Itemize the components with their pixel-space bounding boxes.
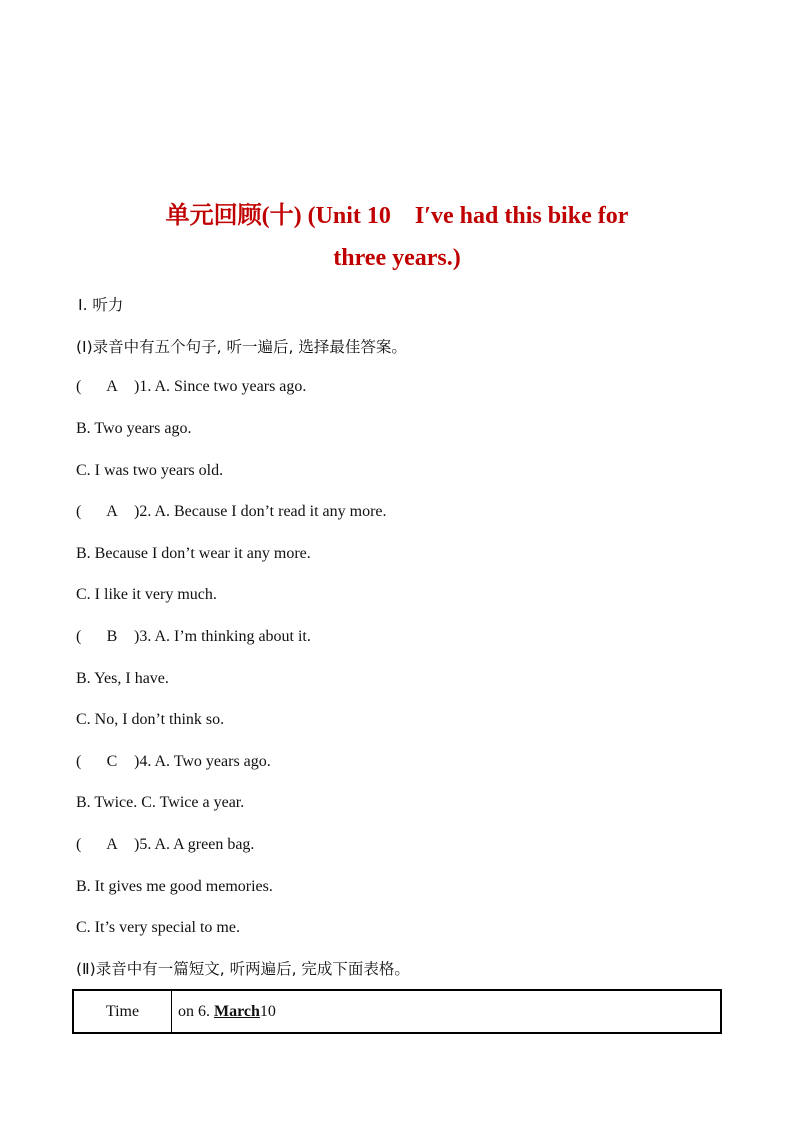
- question-5-stem: )5. A. A green bag.: [134, 836, 255, 853]
- answer-1: A: [106, 378, 118, 395]
- question-5-option-c: C. It’s very special to me.: [76, 919, 240, 936]
- question-2-stem: )2. A. Because I don’t read it any more.: [134, 503, 387, 520]
- answer-5: A: [106, 836, 118, 853]
- question-1-stem: )1. A. Since two years ago.: [134, 378, 307, 395]
- open-paren: (: [76, 628, 82, 645]
- page-title-line1: 单元回顾(十) (Unit 10 I′ve had this bike for: [165, 203, 629, 229]
- time-prefix: on 6.: [178, 1002, 214, 1020]
- question-4-options: B. Twice. C. Twice a year.: [76, 794, 245, 811]
- table-value-time: [172, 990, 722, 1033]
- question-5: [76, 835, 254, 855]
- question-3: [76, 627, 311, 647]
- table-label-time: Time: [73, 990, 172, 1033]
- open-paren: (: [76, 378, 82, 395]
- info-table: [72, 989, 722, 1034]
- time-answer: March: [214, 1002, 260, 1020]
- time-suffix: 10: [259, 1002, 276, 1020]
- answer-2: A: [106, 503, 118, 520]
- part2-instruction: (Ⅱ)录音中有一篇短文, 听两遍后, 完成下面表格。: [76, 960, 410, 978]
- question-2-option-c: C. I like it very much.: [76, 586, 217, 603]
- open-paren: (: [76, 836, 82, 853]
- question-5-option-b: B. It gives me good memories.: [76, 878, 273, 895]
- open-paren: (: [76, 753, 82, 770]
- question-4-stem: )4. A. Two years ago.: [134, 753, 271, 770]
- part1-instruction: (Ⅰ)录音中有五个句子, 听一遍后, 选择最佳答案。: [76, 338, 407, 356]
- answer-4: C: [106, 753, 118, 770]
- table-row: [73, 990, 721, 1033]
- answer-3: B: [106, 628, 118, 645]
- question-2: [76, 502, 387, 522]
- question-1-option-c: C. I was two years old.: [76, 462, 224, 479]
- question-3-stem: )3. A. I’m thinking about it.: [134, 628, 311, 645]
- open-paren: (: [76, 503, 82, 520]
- question-3-option-c: C. No, I don’t think so.: [76, 711, 225, 728]
- page-title-line2: three years.): [333, 245, 461, 271]
- section-heading: Ⅰ. 听力: [78, 296, 124, 314]
- question-4: [76, 752, 271, 772]
- question-1: [76, 377, 306, 397]
- question-3-option-b: B. Yes, I have.: [76, 670, 169, 687]
- question-1-option-b: B. Two years ago.: [76, 420, 192, 437]
- question-2-option-b: B. Because I don’t wear it any more.: [76, 545, 311, 562]
